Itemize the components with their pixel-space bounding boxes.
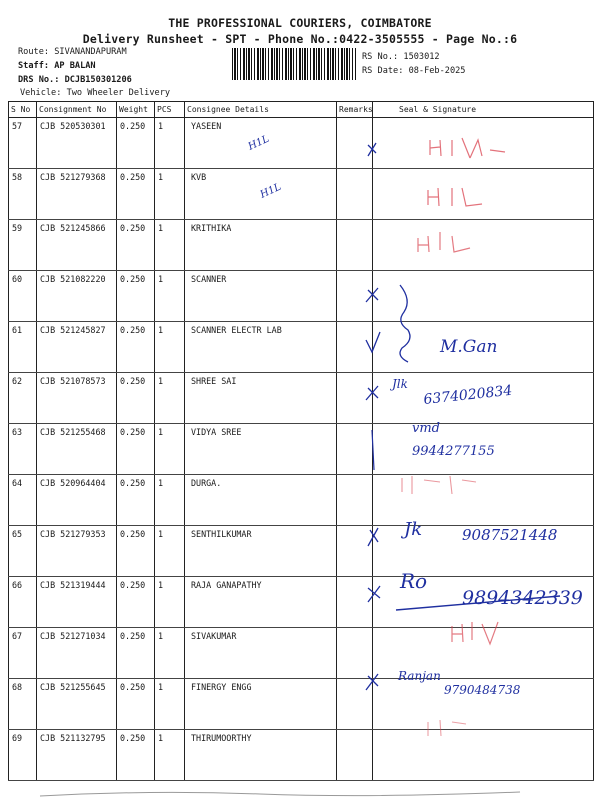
col-pcs: PCS <box>155 102 185 118</box>
cell-sno: 57 <box>9 118 37 169</box>
cell-pcs: 1 <box>155 424 185 475</box>
cell-weight: 0.250 <box>117 679 155 730</box>
signature-66: Ro <box>400 569 428 593</box>
cell-consignment: CJB 521245866 <box>37 220 117 271</box>
cell-remarks <box>337 628 373 679</box>
cell-signature <box>373 169 594 220</box>
cell-consignee: SCANNER <box>185 271 337 322</box>
phone-65: 9087521448 <box>462 526 558 544</box>
barcode-image <box>232 48 356 80</box>
cell-signature <box>373 424 594 475</box>
table-row <box>9 424 594 475</box>
bottom-edge-mark <box>40 792 520 796</box>
signature-63: vmd <box>412 421 440 436</box>
cell-pcs: 1 <box>155 679 185 730</box>
cell-consignee: SIVAKUMAR <box>185 628 337 679</box>
cell-consignment: CJB 521245827 <box>37 322 117 373</box>
table-row <box>9 373 594 424</box>
signature-62: Jlk <box>392 377 408 391</box>
signature-68: Ranjan <box>398 669 441 683</box>
cell-weight: 0.250 <box>117 271 155 322</box>
initials-58: H1L <box>258 181 283 201</box>
table-row <box>9 322 594 373</box>
cell-signature <box>373 475 594 526</box>
cell-sno: 66 <box>9 577 37 628</box>
runsheet-subtitle: Delivery Runsheet - SPT - Phone No.:0422-3505555 - Page No.:6 <box>82 32 518 46</box>
cell-weight: 0.250 <box>117 628 155 679</box>
route-label: Route: SIVANANDAPURAM <box>18 47 127 57</box>
drs-label: DRS No.: DCJB150301206 <box>18 75 132 85</box>
cell-remarks <box>337 271 373 322</box>
cell-consignment: CJB 521078573 <box>37 373 117 424</box>
cell-consignee: FINERGY ENGG <box>185 679 337 730</box>
cell-sno: 68 <box>9 679 37 730</box>
cell-weight: 0.250 <box>117 169 155 220</box>
cell-consignment: CJB 521319444 <box>37 577 117 628</box>
cell-signature <box>373 730 594 781</box>
col-sno: S No <box>9 102 37 118</box>
cell-remarks <box>337 730 373 781</box>
col-consignee: Consignee Details <box>185 102 337 118</box>
cell-weight: 0.250 <box>117 118 155 169</box>
table-row <box>9 220 594 271</box>
cell-consignee: KRITHIKA <box>185 220 337 271</box>
cell-consignee: KVB <box>185 169 337 220</box>
cell-pcs: 1 <box>155 118 185 169</box>
cell-consignee: YASEEN <box>185 118 337 169</box>
table-row <box>9 169 594 220</box>
cell-weight: 0.250 <box>117 577 155 628</box>
table-row <box>9 679 594 730</box>
cell-pcs: 1 <box>155 577 185 628</box>
runsheet-table <box>8 101 594 781</box>
cell-weight: 0.250 <box>117 373 155 424</box>
cell-pcs: 1 <box>155 373 185 424</box>
phone-63: 9944277155 <box>412 444 495 459</box>
cell-sno: 58 <box>9 169 37 220</box>
cell-pcs: 1 <box>155 220 185 271</box>
col-remarks: Remarks <box>337 102 373 118</box>
cell-signature <box>373 628 594 679</box>
cell-sno: 65 <box>9 526 37 577</box>
cell-signature <box>373 373 594 424</box>
cell-weight: 0.250 <box>117 526 155 577</box>
cell-sno: 61 <box>9 322 37 373</box>
cell-consignment: CJB 520530301 <box>37 118 117 169</box>
cell-pcs: 1 <box>155 475 185 526</box>
cell-pcs: 1 <box>155 628 185 679</box>
cell-remarks <box>337 169 373 220</box>
table-row <box>9 577 594 628</box>
cell-consignee: SHREE SAI <box>185 373 337 424</box>
rs-number: RS No.: 1503012 <box>362 52 440 62</box>
cell-consignment: CJB 521255645 <box>37 679 117 730</box>
cell-signature <box>373 577 594 628</box>
cell-consignment: CJB 521255468 <box>37 424 117 475</box>
cell-sno: 63 <box>9 424 37 475</box>
cell-sno: 59 <box>9 220 37 271</box>
table-row <box>9 526 594 577</box>
cell-consignee: VIDYA SREE <box>185 424 337 475</box>
company-title: THE PROFESSIONAL COURIERS, COIMBATORE <box>168 16 432 30</box>
cell-remarks <box>337 220 373 271</box>
cell-remarks <box>337 424 373 475</box>
cell-sno: 64 <box>9 475 37 526</box>
rs-date: RS Date: 08-Feb-2025 <box>362 66 466 76</box>
cell-pcs: 1 <box>155 526 185 577</box>
staff-label: Staff: AP BALAN <box>18 61 96 71</box>
cell-weight: 0.250 <box>117 475 155 526</box>
table-row <box>9 271 594 322</box>
cell-weight: 0.250 <box>117 322 155 373</box>
table-header-row <box>9 102 594 118</box>
cell-remarks <box>337 577 373 628</box>
phone-68: 9790484738 <box>444 683 521 697</box>
cell-pcs: 1 <box>155 169 185 220</box>
cell-consignee: SENTHILKUMAR <box>185 526 337 577</box>
signature-61: M.Gan <box>440 337 498 357</box>
cell-consignment: CJB 520964404 <box>37 475 117 526</box>
cell-consignment: CJB 521082220 <box>37 271 117 322</box>
cell-consignment: CJB 521132795 <box>37 730 117 781</box>
phone-66: 9894342339 <box>462 587 583 609</box>
cell-remarks <box>337 373 373 424</box>
cell-signature <box>373 679 594 730</box>
cell-remarks <box>337 322 373 373</box>
initials-57: H1L <box>246 133 271 153</box>
cell-consignment: CJB 521279353 <box>37 526 117 577</box>
cell-signature <box>373 322 594 373</box>
signature-65: Jk <box>404 519 423 540</box>
cell-consignee: DURGA. <box>185 475 337 526</box>
cell-consignment: CJB 521279368 <box>37 169 117 220</box>
col-weight: Weight <box>117 102 155 118</box>
cell-consignee: THIRUMOORTHY <box>185 730 337 781</box>
cell-sno: 62 <box>9 373 37 424</box>
cell-remarks <box>337 526 373 577</box>
cell-pcs: 1 <box>155 322 185 373</box>
cell-weight: 0.250 <box>117 730 155 781</box>
col-signature: Seal & Signature <box>373 102 594 118</box>
cell-consignment: CJB 521271034 <box>37 628 117 679</box>
cell-pcs: 1 <box>155 271 185 322</box>
cell-sno: 69 <box>9 730 37 781</box>
cell-sno: 67 <box>9 628 37 679</box>
table-row <box>9 628 594 679</box>
cell-signature <box>373 118 594 169</box>
cell-signature <box>373 220 594 271</box>
table-row <box>9 730 594 781</box>
phone-62: 6374020834 <box>422 382 514 408</box>
vehicle-label: Vehicle: Two Wheeler Delivery <box>20 88 171 98</box>
cell-remarks <box>337 118 373 169</box>
table-row <box>9 118 594 169</box>
cell-pcs: 1 <box>155 730 185 781</box>
cell-weight: 0.250 <box>117 424 155 475</box>
cell-remarks <box>337 679 373 730</box>
cell-sno: 60 <box>9 271 37 322</box>
cell-weight: 0.250 <box>117 220 155 271</box>
cell-consignee: SCANNER ELECTR LAB <box>185 322 337 373</box>
cell-signature <box>373 526 594 577</box>
cell-remarks <box>337 475 373 526</box>
table-row <box>9 475 594 526</box>
cell-consignee: RAJA GANAPATHY <box>185 577 337 628</box>
cell-signature <box>373 271 594 322</box>
col-consignment: Consignment No <box>37 102 117 118</box>
